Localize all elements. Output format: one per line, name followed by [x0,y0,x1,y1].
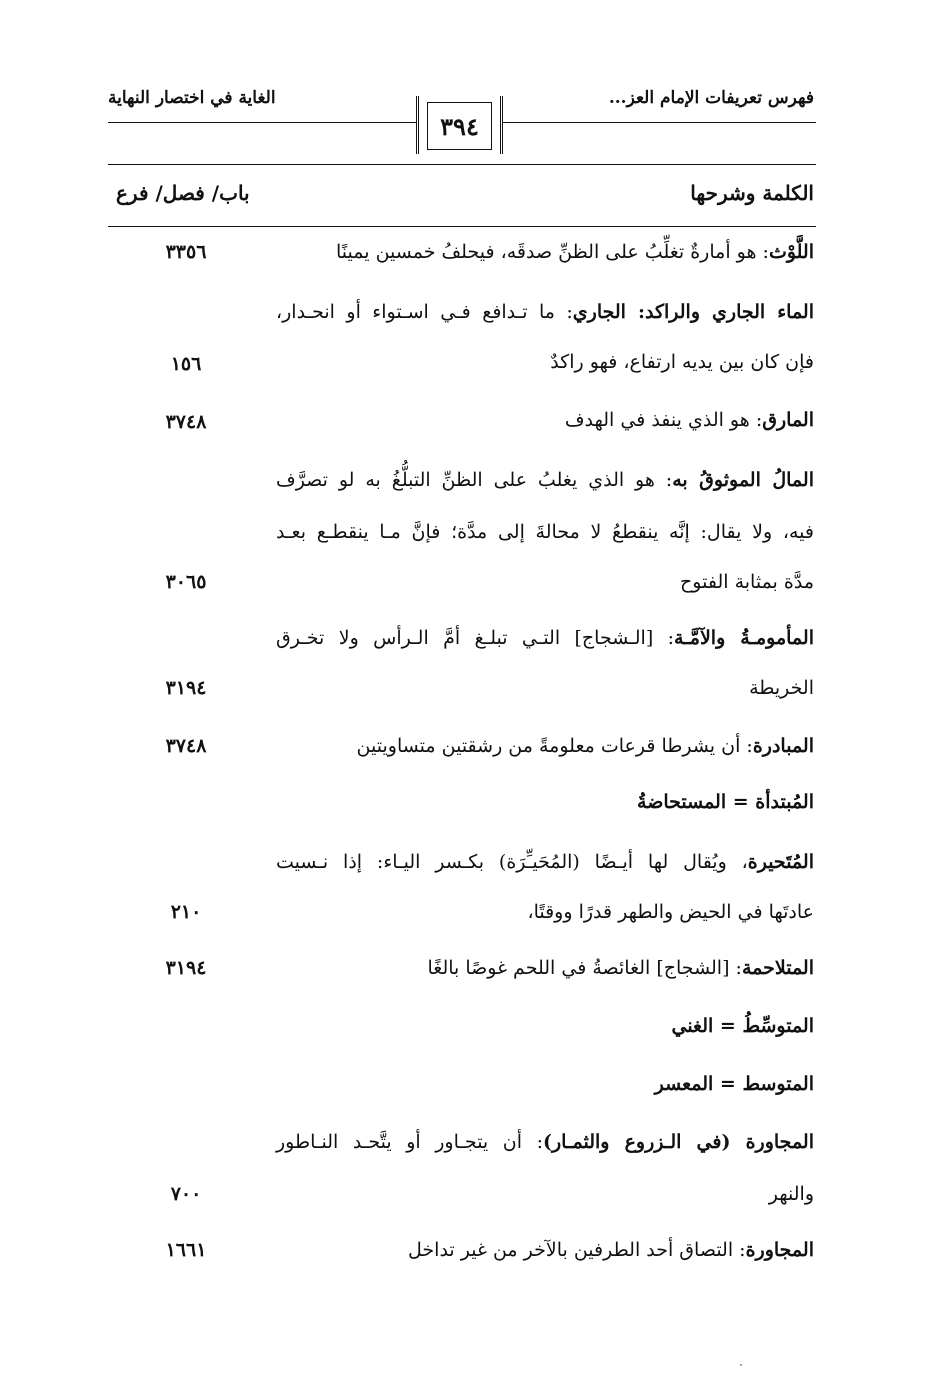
entry-text: فإن كان بين يديه ارتفاع، فهو راكدٌ [550,351,814,373]
entry-text: [الشجاج] الغائصةُ في اللحم غوصًا بالغًا [427,957,730,979]
entry-separator: : [749,409,763,431]
entry-line [276,954,814,982]
entry-line [276,732,814,760]
entry-separator: : [733,1239,746,1261]
entry-line [276,1180,814,1208]
page-number: ٣٩٤ [427,102,492,150]
entry-line [276,568,814,596]
entry-ref: ٣٠٦٥ [165,571,207,593]
entry-term: المارق [762,409,814,431]
entry-line [276,624,814,652]
page-number-box [416,96,503,154]
entry-term: المالُ الموثوقُ به [672,469,814,491]
entry-line [276,348,814,376]
entry-separator: : [654,469,673,491]
entry-line [276,298,814,326]
entry-text: ما تـدافع فـي اسـتواء أو انحـدار، [276,301,555,323]
header-right-title: فهرس تعريفات الإمام العز... [608,88,814,108]
entry-line [276,1012,814,1040]
entry-line [276,238,814,266]
header-rule-right [503,122,816,123]
entry-separator: : [522,1131,543,1153]
entry-ref: ٣١٩٤ [165,957,207,979]
header-left-title: الغاية في اختصار النهاية [108,88,276,108]
entry-ref: ٣٧٤٨ [165,411,207,433]
entry-text: فيه، ولا يقال: إنَّه ينقطعُ لا محالةَ إلى مدَّة؛ فإنَّ مـا ينقطـع بعـد [276,521,814,543]
entry-term: المتلاحمة [741,957,814,979]
entry-term: المأمومـةُ والآمَّـة [674,627,814,649]
entry-text: أن يشرطا قرعات معلومةً من رشقتين متساويتين [356,735,741,757]
entry-text: التصاق أحد الطرفين بالآخر من غير تداخل [408,1239,734,1261]
entry-text: هو الذي ينفذ في الهدف [564,409,750,431]
entry-line [276,466,814,494]
entry-ref: ١٦٦١ [165,1239,207,1261]
entry-line [276,1128,814,1156]
entry-text: الخريطة [749,677,814,699]
entry-line [276,1236,814,1264]
entry-ref: ٢١٠ [170,901,202,923]
entry-text: هو الذي يغلبُ على الظنِّ التبلُّغُ به لو تصرَّف [276,469,655,491]
entry-term: المُبتدأة = المستحاضةُ [637,791,814,813]
entry-line [276,788,814,816]
entry-term: المجاورة [745,1239,814,1261]
entry-line [276,406,814,434]
column-header-term: الكلمة وشرحها [690,181,814,205]
entry-term: الماء الجاري والراكد: الجاري [572,301,814,323]
entry-ref: ٧٠٠ [170,1183,202,1205]
entry-term: المجاورة (في الـزروع والثمـار) [542,1131,814,1153]
entry-line [276,518,814,546]
scan-speck [740,1364,742,1366]
entry-text: والنهر [768,1183,814,1205]
entry-term: اللَّوْث [768,241,814,263]
entry-separator: : [554,301,573,323]
entry-ref: ١٥٦ [170,353,202,375]
entry-text: عادتَها في الحيض والطهر قدرًا ووقتًا، [527,901,814,923]
entry-separator: : [653,627,675,649]
entry-ref: ٣٣٥٦ [165,241,207,263]
entry-line [276,848,814,876]
column-header-divider [108,226,816,227]
entry-term: المتوسِّطُ = الغني [671,1015,814,1037]
entry-text: هو أمارةٌ تغلِّبُ على الظنِّ صدقَه، فيحلفُ خمسين يمينًا [336,241,757,263]
entry-line [276,674,814,702]
entry-text: مدَّة بمثابة الفتوح [680,571,814,593]
entry-term: المبادرة [752,735,814,757]
entry-text: ، ويُقال لها أيـضًا (المُحَيـِّرَة) بكـسر اليـاء: إذا نـسيت [276,851,748,873]
entry-line [276,1070,814,1098]
entry-ref: ٣٧٤٨ [165,735,207,757]
entry-term: المُتَحيرة [747,851,814,873]
entry-line [276,898,814,926]
header-rule-left [108,122,416,123]
entry-text: أن يتجـاور أو يتَّحـد النـاطور [276,1131,523,1153]
entry-separator: : [740,735,753,757]
entry-term: المتوسط = المعسر [654,1073,814,1095]
column-header-ref: باب/ فصل/ فرع [116,181,250,205]
entry-ref: ٣١٩٤ [165,677,207,699]
entry-separator: : [756,241,769,263]
entry-separator: : [729,957,742,979]
top-divider [108,164,816,165]
entry-text: [الـشجاج] التـي تبلـغ أمَّ الـرأس ولا تخـرق [276,627,654,649]
